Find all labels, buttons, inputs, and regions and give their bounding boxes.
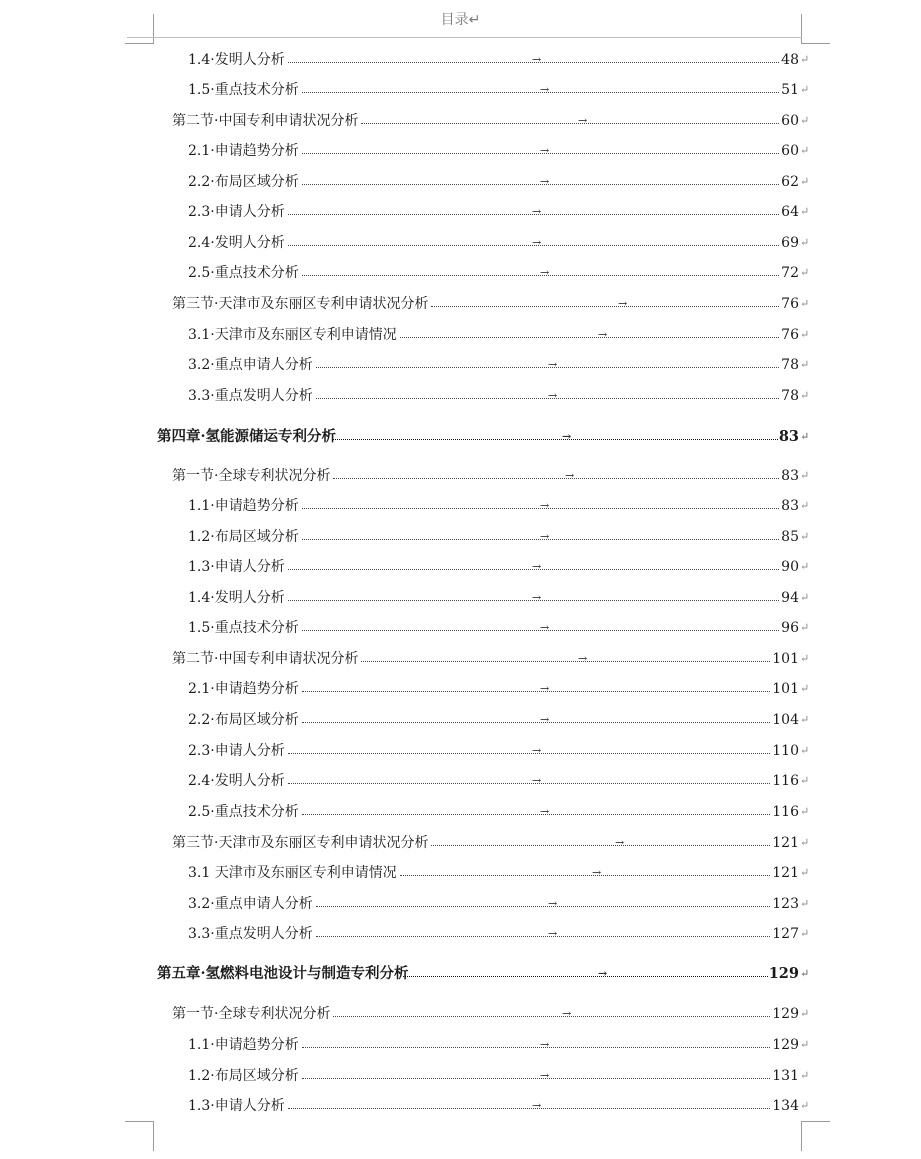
toc-entry-title: 2.4·发明人分析 [188,771,285,791]
toc-entry-title: 2.3·申请人分析 [188,741,285,761]
paragraph-mark-icon: ↵ [800,325,809,345]
toc-entry-sub[interactable] [0,355,921,375]
tab-arrow-icon: → [532,588,541,608]
toc-entry-title: 2.2·布局区域分析 [188,172,299,192]
toc-entry-sub[interactable] [0,202,921,222]
toc-entry-sub[interactable] [0,233,921,253]
crop-mark-bottom-left-v [153,1121,154,1151]
toc-entry-title: 2.4·发明人分析 [188,233,285,253]
tab-arrow-icon: → [548,924,557,944]
paragraph-mark-icon: ↵ [800,771,809,791]
tab-arrow-icon: → [548,355,557,375]
toc-entry-title: 2.5·重点技术分析 [188,802,299,822]
dot-leader [361,123,779,124]
toc-entry-page-number: 48 [781,50,799,70]
toc-entry-title: 1.5·重点技术分析 [188,80,299,100]
toc-entry-page-number: 83 [779,427,799,447]
tab-arrow-icon: → [540,496,549,516]
toc-entry-title: 第一节·全球专利状况分析 [172,1004,330,1024]
toc-entry-title: 1.4·发明人分析 [188,588,285,608]
dot-leader [288,753,771,754]
paragraph-mark-icon: ↵ [800,1004,809,1024]
toc-entry-title: 第一节·全球专利状况分析 [172,466,330,486]
tab-arrow-icon: → [532,50,541,70]
toc-entry-page-number: 101 [772,679,799,699]
crop-mark-bottom-right-h [801,1121,830,1122]
toc-entry-page-number: 110 [772,741,799,761]
toc-entry-title: 1.5·重点技术分析 [188,618,299,638]
tab-arrow-icon: → [540,1035,549,1055]
toc-entry-title: 3.3·重点发明人分析 [188,386,313,406]
toc-entry-sub[interactable] [0,588,921,608]
toc-entry-page-number: 131 [772,1066,799,1086]
paragraph-mark-icon: ↵ [800,924,809,944]
dot-leader [316,936,771,937]
paragraph-mark-icon: ↵ [800,50,809,70]
toc-entry-page-number: 121 [772,833,799,853]
dot-leader [403,976,768,977]
toc-entry-sub[interactable] [0,141,921,161]
toc-entry-section[interactable] [0,833,921,853]
toc-entry-page-number: 116 [772,771,799,791]
toc-entry-sub[interactable] [0,263,921,283]
toc-entry-sub[interactable] [0,802,921,822]
toc-entry-page-number: 134 [772,1096,799,1116]
toc-entry-sub[interactable] [0,618,921,638]
tab-arrow-icon: → [532,771,541,791]
toc-entry-sub[interactable] [0,924,921,944]
paragraph-mark-icon: ↵ [800,527,809,547]
toc-entry-sub[interactable] [0,679,921,699]
toc-entry-title: 第三节·天津市及东丽区专利申请状况分析 [172,294,428,314]
paragraph-mark-icon: ↵ [800,294,809,314]
dot-leader [302,1078,771,1079]
dot-leader [302,691,771,692]
toc-entry-title: 3.2·重点申请人分析 [188,894,313,914]
page-header-title: 目录↵ [0,9,921,29]
toc-entry-sub[interactable] [0,863,921,883]
toc-entry-title: 3.3·重点发明人分析 [188,924,313,944]
dot-leader [333,1016,770,1017]
paragraph-mark-icon: ↵ [800,263,809,283]
toc-entry-section[interactable] [0,111,921,131]
tab-arrow-icon: → [548,894,557,914]
tab-arrow-icon: → [540,618,549,638]
tab-arrow-icon: → [615,833,624,853]
paragraph-mark-icon: ↵ [800,427,809,447]
dot-leader [302,722,771,723]
paragraph-mark-icon: ↵ [800,1066,809,1086]
tab-arrow-icon: → [548,386,557,406]
toc-entry-page-number: 85 [781,527,799,547]
toc-entry-title: 第四章·氢能源储运专利分析 [157,427,336,447]
toc-entry-page-number: 78 [781,355,799,375]
dot-leader [400,337,779,338]
toc-entry-page-number: 116 [772,802,799,822]
paragraph-mark-icon: ↵ [800,710,809,730]
dot-leader [288,783,771,784]
toc-entry-section[interactable] [0,649,921,669]
dot-leader [302,814,771,815]
paragraph-mark-icon: ↵ [800,618,809,638]
toc-entry-sub[interactable] [0,496,921,516]
paragraph-mark-icon: ↵ [800,172,809,192]
toc-entry-section[interactable] [0,466,921,486]
paragraph-mark-icon: ↵ [800,588,809,608]
toc-entry-page-number: 62 [781,172,799,192]
toc-entry-title: 1.2·布局区域分析 [188,527,299,547]
toc-entry-page-number: 72 [781,263,799,283]
dot-leader [333,439,778,440]
paragraph-mark-icon: ↵ [800,355,809,375]
tab-arrow-icon: → [598,325,607,345]
toc-entry-title: 第二节·中国专利申请状况分析 [172,649,358,669]
tab-arrow-icon: → [540,710,549,730]
tab-arrow-icon: → [562,427,571,447]
paragraph-mark-icon: ↵ [800,111,809,131]
toc-entry-page-number: 69 [781,233,799,253]
toc-entry-title: 1.3·申请人分析 [188,1096,285,1116]
toc-entry-title: 2.1·申请趋势分析 [188,679,299,699]
toc-entry-title: 2.5·重点技术分析 [188,263,299,283]
tab-arrow-icon: → [540,172,549,192]
paragraph-mark-icon: ↵ [800,649,809,669]
tab-arrow-icon: → [540,263,549,283]
toc-entry-sub[interactable] [0,771,921,791]
tab-arrow-icon: → [578,111,587,131]
dot-leader [361,661,770,662]
tab-arrow-icon: → [618,294,627,314]
paragraph-mark-icon: ↵ [800,679,809,699]
toc-entry-sub[interactable] [0,1035,921,1055]
toc-entry-title: 3.1 天津市及东丽区专利申请情况 [188,863,397,883]
dot-leader [431,845,770,846]
toc-entry-page-number: 51 [781,80,799,100]
paragraph-mark-icon: ↵ [800,833,809,853]
toc-entry-page-number: 90 [781,557,799,577]
toc-entry-sub[interactable] [0,527,921,547]
tab-arrow-icon: → [540,527,549,547]
tab-arrow-icon: → [540,679,549,699]
paragraph-mark-icon: ↵ [800,386,809,406]
paragraph-mark-icon: ↵ [800,741,809,761]
toc-entry-page-number: 127 [772,924,799,944]
toc-entry-title: 2.1·申请趋势分析 [188,141,299,161]
toc-entry-title: 3.2·重点申请人分析 [188,355,313,375]
toc-entry-page-number: 83 [781,496,799,516]
toc-entry-page-number: 121 [772,863,799,883]
paragraph-mark-icon: ↵ [800,233,809,253]
tab-arrow-icon: → [532,1096,541,1116]
paragraph-mark-icon: ↵ [800,141,809,161]
toc-entry-sub[interactable] [0,50,921,70]
toc-entry-title: 3.1·天津市及东丽区专利申请情况 [188,325,397,345]
paragraph-mark-icon: ↵ [800,1035,809,1055]
toc-entry-chapter[interactable] [0,427,921,447]
dot-leader [431,306,779,307]
tab-arrow-icon: → [532,741,541,761]
header-divider [127,37,802,38]
toc-entry-page-number: 96 [781,618,799,638]
toc-entry-title: 2.2·布局区域分析 [188,710,299,730]
dot-leader [400,875,771,876]
crop-mark-bottom-left-h [125,1121,154,1122]
toc-entry-page-number: 64 [781,202,799,222]
toc-entry-section[interactable] [0,294,921,314]
toc-entry-page-number: 83 [781,466,799,486]
toc-entry-page-number: 101 [772,649,799,669]
dot-leader [316,906,771,907]
toc-entry-page-number: 60 [781,111,799,131]
toc-entry-page-number: 129 [772,1035,799,1055]
paragraph-mark-icon: ↵ [800,894,809,914]
toc-entry-page-number: 94 [781,588,799,608]
tab-arrow-icon: → [532,557,541,577]
toc-entry-section[interactable] [0,1004,921,1024]
paragraph-mark-icon: ↵ [800,466,809,486]
paragraph-mark-icon: ↵ [800,802,809,822]
toc-entry-page-number: 76 [781,294,799,314]
toc-entry-sub[interactable] [0,1066,921,1086]
crop-mark-top-left-h [125,43,154,44]
toc-entry-page-number: 76 [781,325,799,345]
dot-leader [288,1108,771,1109]
toc-entry-title: 1.1·申请趋势分析 [188,496,299,516]
tab-arrow-icon: → [532,233,541,253]
toc-entry-sub[interactable] [0,741,921,761]
toc-entry-sub[interactable] [0,172,921,192]
toc-entry-title: 1.3·申请人分析 [188,557,285,577]
tab-arrow-icon: → [598,964,607,984]
toc-entry-title: 1.1·申请趋势分析 [188,1035,299,1055]
crop-mark-bottom-right-v [801,1121,802,1151]
paragraph-mark-icon: ↵ [800,80,809,100]
paragraph-mark-icon: ↵ [800,202,809,222]
paragraph-mark-icon: ↵ [800,496,809,516]
tab-arrow-icon: → [592,863,601,883]
toc-entry-sub[interactable] [0,557,921,577]
crop-mark-top-right-h [801,43,830,44]
toc-entry-page-number: 60 [781,141,799,161]
toc-entry-title: 第三节·天津市及东丽区专利申请状况分析 [172,833,428,853]
toc-entry-title: 第二节·中国专利申请状况分析 [172,111,358,131]
toc-entry-title: 第五章·氢燃料电池设计与制造专利分析 [157,964,409,984]
tab-arrow-icon: → [540,802,549,822]
tab-arrow-icon: → [540,1066,549,1086]
toc-entry-sub[interactable] [0,325,921,345]
toc-entry-page-number: 129 [772,1004,799,1024]
toc-entry-page-number: 78 [781,386,799,406]
paragraph-mark-icon: ↵ [800,1096,809,1116]
paragraph-mark-icon: ↵ [800,557,809,577]
toc-entry-sub[interactable] [0,386,921,406]
toc-entry-sub[interactable] [0,894,921,914]
toc-entry-sub[interactable] [0,710,921,730]
tab-arrow-icon: → [578,649,587,669]
toc-entry-sub[interactable] [0,80,921,100]
paragraph-mark-icon: ↵ [800,964,809,984]
paragraph-mark-icon: ↵ [800,863,809,883]
toc-entry-sub[interactable] [0,1096,921,1116]
tab-arrow-icon: → [532,202,541,222]
toc-entry-title: 1.2·布局区域分析 [188,1066,299,1086]
toc-entry-page-number: 123 [772,894,799,914]
dot-leader [302,1047,771,1048]
toc-entry-title: 2.3·申请人分析 [188,202,285,222]
tab-arrow-icon: → [562,1004,571,1024]
tab-arrow-icon: → [540,141,549,161]
toc-entry-page-number: 129 [769,964,799,984]
toc-entry-chapter[interactable] [0,964,921,984]
tab-arrow-icon: → [565,466,574,486]
toc-entry-page-number: 104 [772,710,799,730]
tab-arrow-icon: → [540,80,549,100]
dot-leader [333,478,779,479]
toc-entry-title: 1.4·发明人分析 [188,50,285,70]
